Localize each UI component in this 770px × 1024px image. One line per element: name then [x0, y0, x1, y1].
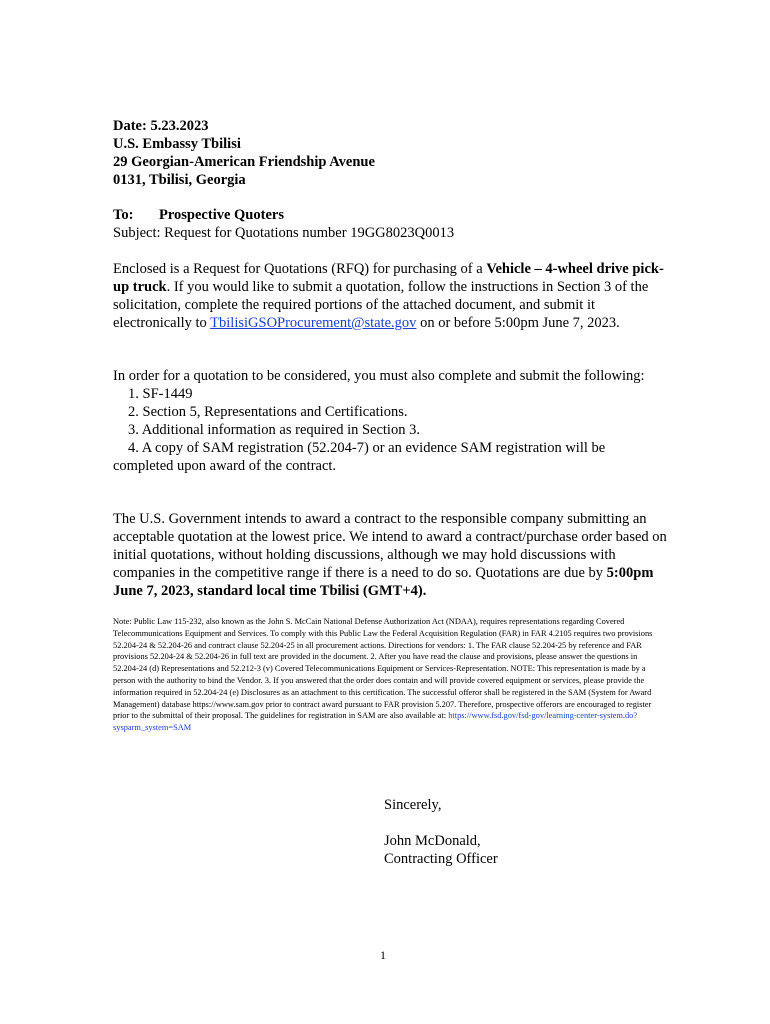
closing-salutation: Sincerely,: [384, 797, 442, 813]
para1-text-2: . If you would like to submit a quotation, follow the instructions in Section 3 of the solicitation, complete the required portions of the attached document, and submit it electronically to: [113, 279, 649, 331]
requirements-intro: In order for a quotation to be considered, you must also complete and submit the following:: [113, 368, 645, 384]
paragraph-requirements: [113, 367, 673, 475]
list-item: 1. SF-1449: [128, 386, 193, 402]
letter-header: [113, 117, 375, 189]
signer-title: Contracting Officer: [384, 851, 498, 867]
sam-guidelines-link[interactable]: https://www.fsd.gov/fsd-gov/learning-center-system.do?sysparm_system=SAM: [113, 711, 638, 733]
due-date: 5:00pm June 7, 2023, standard local time Tbilisi (GMT+4).: [113, 565, 654, 599]
sender-city: 0131, Tbilisi, Georgia: [113, 172, 246, 188]
para1-text-1: Enclosed is a Request for Quotations (RFQ) for purchasing of a: [113, 261, 487, 277]
requirements-tail: completed upon award of the contract.: [113, 458, 337, 474]
list-item: 4. A copy of SAM registration (52.204-7) or an evidence SAM registration will be: [128, 440, 606, 456]
addressee-block: [113, 206, 673, 242]
paragraph-rfq-intro: [113, 260, 673, 332]
to-label: To:: [113, 207, 134, 223]
letter-date: Date: 5.23.2023: [113, 118, 209, 134]
email-link[interactable]: TbilisiGSOProcurement@state.gov: [210, 315, 417, 331]
paragraph-award: [113, 510, 673, 600]
page-number: 1: [380, 948, 386, 962]
to-value: Prospective Quoters: [159, 207, 284, 223]
note-text: Note: Public Law 115-232, also known as the John S. McCain National Defense Authorization Act (NDAA), requires representations regarding Covered Telecommunications Equipment and Services. To comply with this Public Law the Federal Acquisition Regulation (FAR) in FAR 4.2105 requires two provisions 52.204-24 & 52.204-26 and contract clause 52.204-25 in all procurement actions. Directions for vendors: 1. The FAR clause 52.204-25 by reference and FAR provisions 52.204-24 & 52.204-26 in full text are provided in the document. 2. After you have read the clause and provisions, please answer the questions in 52.204-24 (d) Representations and 52.212-3 (v) Covered Telecommunications Equipment or Services-Representation. NOTE: This representation is made by a person with the authority to bind the Vendor. 3. If you answered that the order does contain and will provide covered equipment or services, please provide the information required in 52.204-24 (e) Disclosures as an attachment to this certification. The successful offeror shall be registered in the SAM (System for Award Management) database https://www.sam.gov prior to contract award pursuant to FAR provision 5.207. Therefore, prospective offerors are encouraged to register prior to the submittal of their proposal. The guidelines for registration in SAM are also available at:: [113, 617, 653, 721]
para1-text-3: on or before 5:00pm June 7, 2023.: [416, 315, 620, 331]
subject-line: Subject: Request for Quotations number 19GG8023Q0013: [113, 225, 455, 241]
signature-block: [384, 796, 498, 868]
list-item: 2. Section 5, Representations and Certifications.: [128, 404, 408, 420]
requirements-list: [113, 385, 673, 457]
ndaa-note: [113, 616, 658, 734]
sender-street: 29 Georgian-American Friendship Avenue: [113, 154, 375, 170]
award-text: The U.S. Government intends to award a contract to the responsible company submitting an acceptable quotation at the lowest price. We intend to award a contract/purchase order based on initial quotations, without holding discussions, although we may hold discussions with companies in the competitive range if there is a need to do so. Quotations are due by: [113, 511, 667, 581]
sender-organization: U.S. Embassy Tbilisi: [113, 136, 241, 152]
list-item: 3. Additional information as required in Section 3.: [128, 422, 420, 438]
signer-name: John McDonald,: [384, 833, 481, 849]
vehicle-description: Vehicle – 4-wheel drive pick-up truck: [113, 261, 664, 295]
